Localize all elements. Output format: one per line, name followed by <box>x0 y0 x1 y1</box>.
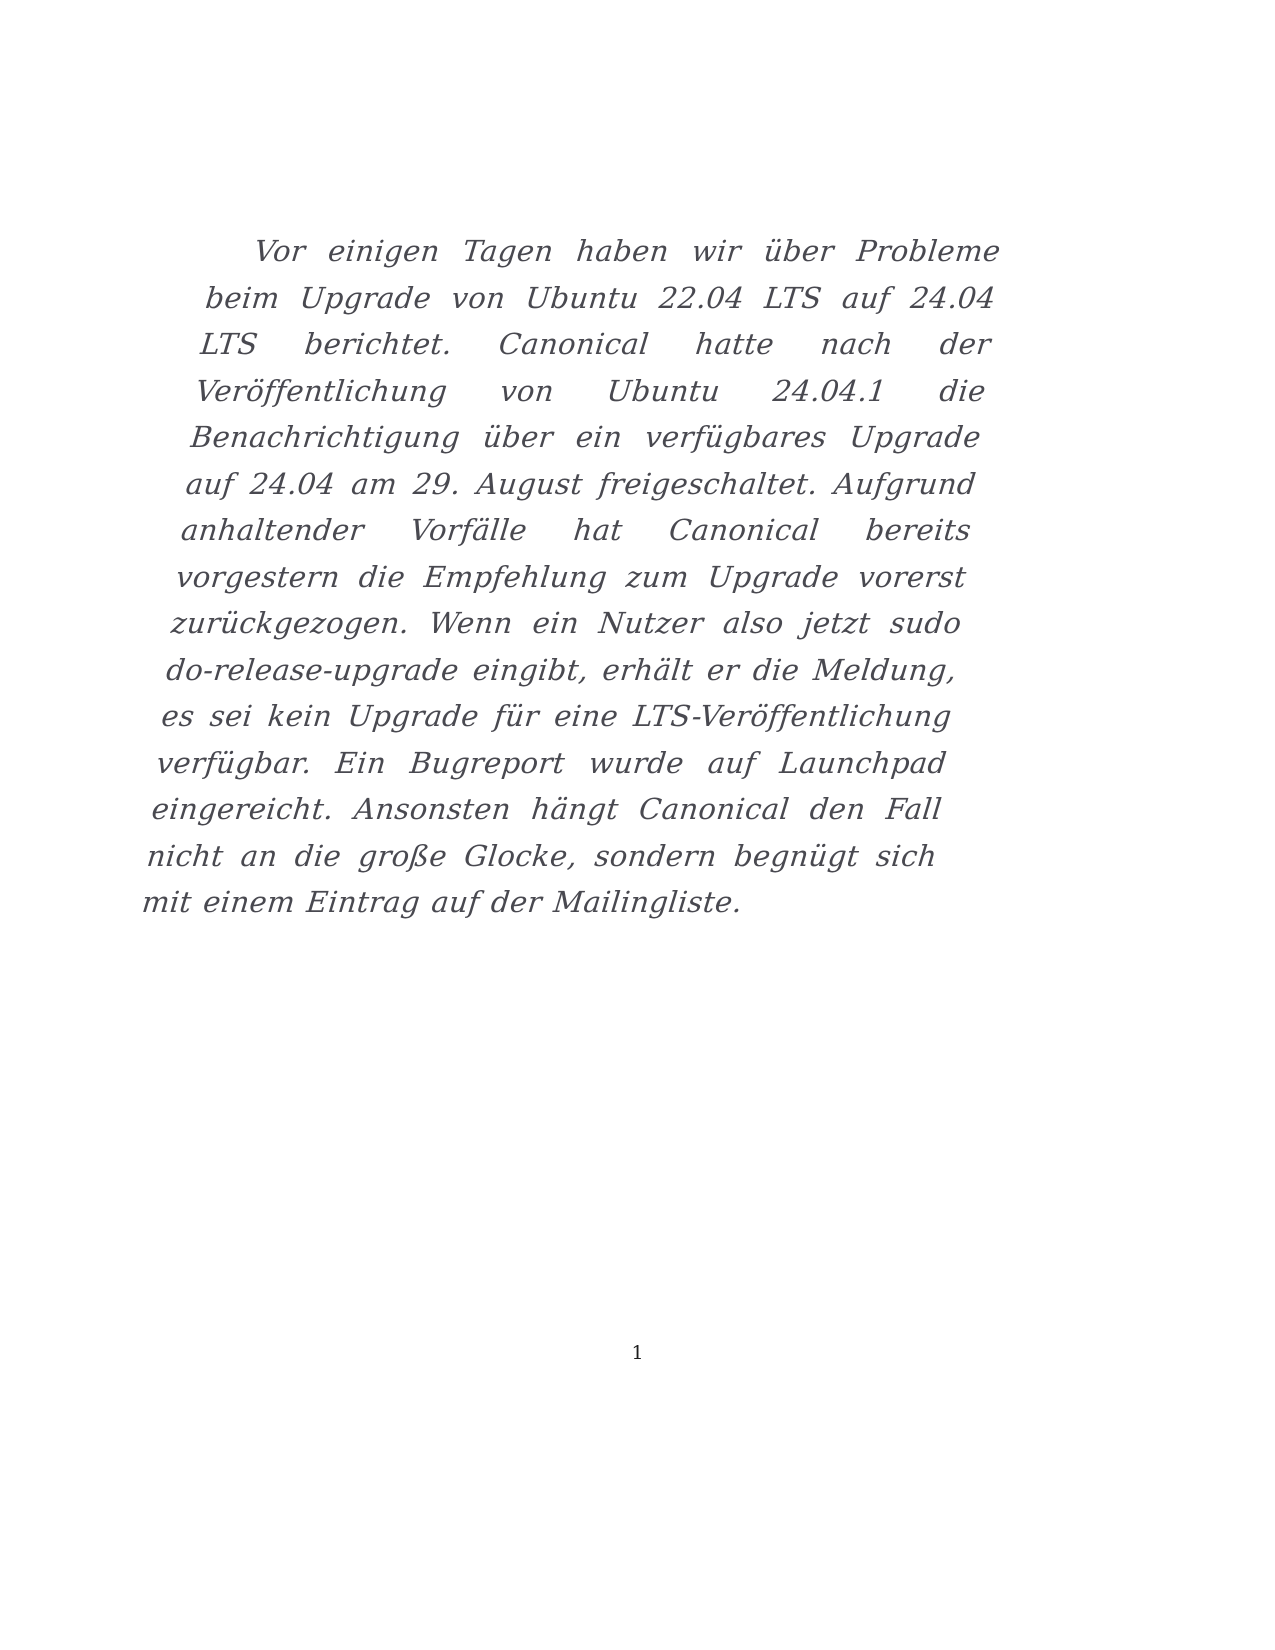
page-number: 1 <box>631 1342 644 1364</box>
body-paragraph: Vor einigen Tagen haben wir über Probleme beim Upgrade von Ubuntu 22.04 LTS auf 24.04 LTS berichtet. Canonical hatte nach der Veröffentlichung von Ubuntu 24.04.1 die Benachrichtigung über ein verfügbares Upgrade auf 24.04 am 29. August freigeschaltet. Aufgrund anhaltender Vorfälle hat Canonical bereits vorgestern die Empfehlung zum Upgrade vorerst zurückgezogen. Wenn ein Nutzer also jetzt sudo do-release-upgrade eingibt, erhält er die Meldung, es sei kein Upgrade für eine LTS-Veröffentlichung verfügbar. Ein Bugreport wurde auf Launchpad eingereicht. Ansonsten hängt Canonical den Fall nicht an die große Glocke, sondern begnügt sich mit einem Eintrag auf der Mailingliste. <box>140 234 1003 919</box>
document-body <box>140 228 1003 926</box>
